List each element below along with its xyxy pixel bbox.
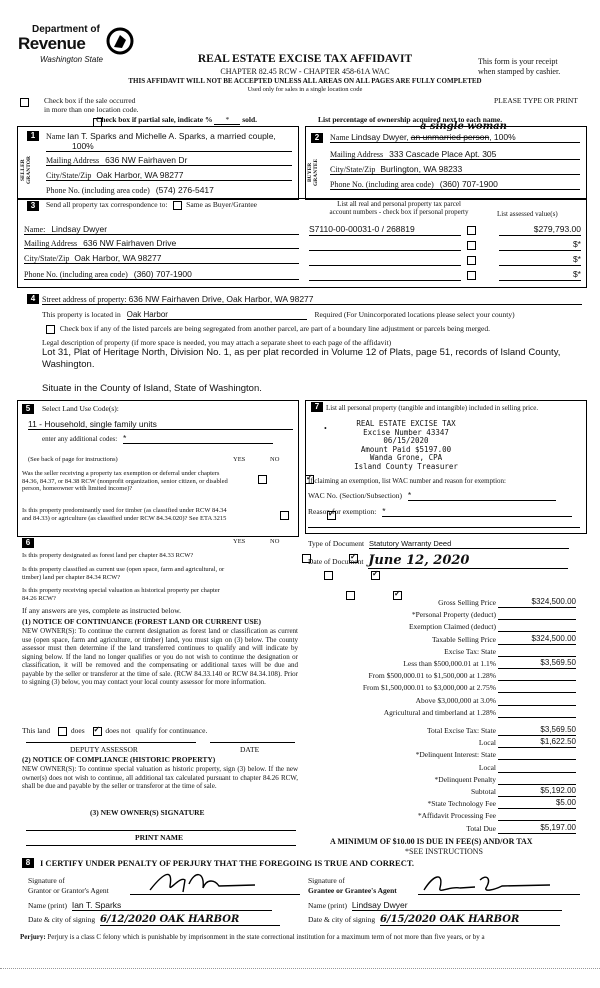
does-not-checkbox[interactable] — [93, 727, 102, 736]
parcel-header-2: account numbers - check box if personal property — [329, 208, 469, 216]
doc-type-label: Type of Document — [308, 539, 365, 548]
s5-no-header: NO — [270, 456, 280, 463]
segregated-checkbox[interactable] — [46, 325, 55, 334]
correspondence-header-row — [46, 200, 257, 210]
does-not-label: does not — [105, 726, 131, 735]
s5-q2-yes-checkbox[interactable] — [280, 511, 289, 520]
s6-question-2: Is this property classified as current use (open space, farm and agricultural, or timber) land per chapter 84.34 RCW? — [22, 566, 225, 581]
seller-percent[interactable]: 100% — [72, 141, 94, 151]
grantor-print-label: Name (print) — [28, 901, 67, 910]
s5-q1-yes-checkbox[interactable] — [258, 475, 267, 484]
notice-1-title: (1) NOTICE OF CONTINUANCE (FOREST LAND OR CURRENT USE) — [22, 617, 262, 626]
corr-phone-field[interactable]: (360) 707-1900 — [133, 269, 192, 279]
fee-value[interactable] — [498, 707, 576, 718]
perjury-text: Perjury is a class C felony which is punishable by imprisonment in the state correctional institution for a maximum term of not more than five years, or by a — [47, 933, 485, 941]
parcel-row — [309, 224, 581, 236]
buyer-name-field[interactable]: Lindsay Dwyer, — [351, 132, 409, 142]
correspondence-header: Send all property tax correspondence to: — [46, 200, 168, 209]
corr-name-label: Name: — [24, 225, 46, 234]
reason-label: Reason for exemption: — [308, 507, 377, 516]
legal-description[interactable]: Lot 31, Plat of Heritage North, Division No. 1, as per plat recorded in Volume 12 of Plats, page 51, records of Island County, Washington. — [42, 347, 561, 370]
fee-label: Less than $500,000.01 at 1.1% — [403, 659, 496, 668]
doc-date-label: Date of Document — [308, 557, 364, 566]
street-address-label: Street address of property: — [42, 295, 127, 304]
parcel-row — [309, 254, 581, 266]
reason-field[interactable]: * — [382, 506, 572, 517]
fee-value[interactable]: $324,500.00 — [498, 634, 576, 645]
corr-mailing-field[interactable]: 636 NW Fairhaven Drive — [83, 238, 177, 248]
s6-yes-header: YES — [233, 538, 246, 545]
stamp-line-6: Island County Treasurer — [354, 461, 458, 471]
doc-date-field[interactable]: June 12, 2020 — [368, 553, 568, 569]
same-as-buyer-label: Same as Buyer/Grantee — [186, 200, 257, 209]
logo-line-3: Washington State — [40, 55, 104, 64]
new-owner-signature-label: (3) NEW OWNER(S) SIGNATURE — [90, 808, 205, 817]
grantee-signature[interactable] — [420, 870, 560, 896]
parcel-row — [309, 239, 581, 251]
multi-location-text-2: in more than one location code. — [44, 105, 139, 114]
buyer-city-label: City/State/Zip — [330, 165, 376, 174]
grantee-signature-line — [418, 894, 580, 895]
deputy-date-line — [210, 742, 295, 743]
fee-value[interactable]: $5,192.00 — [498, 786, 576, 797]
section-5-number: 5 — [22, 404, 34, 414]
buyer-struck-text: an unmarried person — [410, 132, 490, 142]
seller-side-label: SELLER GRANTOR — [20, 156, 32, 185]
stamp-line-4: Amount Paid $5197.00 — [360, 444, 452, 454]
seller-mailing-field[interactable]: 636 NW Fairhaven Dr — [105, 155, 188, 165]
parcel-header — [309, 200, 489, 216]
buyer-phone-field[interactable]: (360) 707-1900 — [439, 179, 498, 189]
grantor-date-label: Date & city of signing — [28, 915, 96, 924]
buyer-handwritten-insert: a single woman — [420, 121, 507, 132]
receipt-note-2: when stamped by cashier. — [478, 67, 561, 76]
located-field[interactable]: Oak Harbor — [127, 310, 307, 320]
doc-type-row — [308, 539, 580, 549]
wac-row — [308, 490, 580, 501]
grantor-signature[interactable] — [145, 866, 265, 896]
section-2-number: 2 — [311, 133, 323, 143]
section-8-number: 8 — [22, 858, 34, 868]
qualify-label: qualify for continuance. — [135, 726, 208, 735]
seller-name-underline — [46, 151, 292, 152]
dor-logo — [18, 22, 136, 72]
section-4-number: 4 — [27, 294, 39, 304]
print-name-label: PRINT NAME — [135, 833, 183, 842]
corr-phone-label: Phone No. (including area code) — [24, 270, 128, 279]
fee-label: *Delinquent Interest: State — [415, 750, 496, 760]
buyer-city-field[interactable]: Burlington, WA 98233 — [380, 164, 463, 174]
parcel-account[interactable] — [309, 254, 461, 266]
wac-label: WAC No. (Section/Subsection) — [308, 491, 402, 500]
parcel-assessed-value[interactable]: $* — [499, 254, 581, 266]
fee-value[interactable]: $1,622.50 — [498, 737, 576, 748]
fee-value[interactable] — [498, 774, 576, 785]
fee-value[interactable] — [498, 762, 576, 773]
reason-line-2 — [308, 527, 580, 528]
personal-property-checkbox[interactable] — [467, 241, 476, 250]
logo-line-2: Revenue — [18, 34, 86, 53]
buyer-phone-row — [330, 179, 580, 190]
land-use-field[interactable]: 11 - Household, single family units — [28, 419, 293, 430]
section-7-header: List all personal property (tangible and intangible) included in selling price. — [326, 404, 539, 412]
does-label: does — [70, 726, 85, 735]
fee-value[interactable] — [498, 810, 576, 821]
land-use-label: Select Land Use Code(s): — [42, 404, 119, 413]
grantor-sig-label-1: Signature of — [28, 876, 65, 885]
grantor-print-row — [28, 900, 300, 911]
fee-value[interactable]: $5,197.00 — [498, 823, 576, 834]
additional-codes-row — [42, 433, 292, 444]
assessed-header: List assessed value(s) — [497, 210, 558, 218]
same-as-buyer-checkbox[interactable] — [173, 201, 182, 210]
buyer-phone-label: Phone No. (including area code) — [330, 180, 434, 189]
reason-row — [308, 506, 580, 517]
excise-stamp — [326, 420, 486, 471]
seller-mailing-row — [46, 155, 292, 166]
corr-name-row — [24, 224, 299, 235]
grantee-date-label: Date & city of signing — [308, 915, 376, 924]
deputy-date-label: DATE — [240, 745, 260, 754]
fee-value[interactable] — [498, 749, 576, 760]
dor-emblem-icon — [106, 26, 134, 56]
s5-question-1: Was the seller receiving a property tax exemption or deferral under chapters 84.36, 84.37, or 84.38 RCW (nonprofit organization, senior citizen, or disabled person, homeowner with limited income)? — [22, 470, 228, 492]
seller-mailing-label: Mailing Address — [46, 156, 100, 165]
s5-yes-header: YES — [233, 456, 246, 463]
grantor-print-field[interactable]: Ian T. Sparks — [72, 900, 272, 911]
corr-city-row — [24, 253, 299, 264]
corr-city-field[interactable]: Oak Harbor, WA 98277 — [74, 253, 162, 263]
required-note: Required (For Unincorporated locations please select your county) — [314, 310, 515, 319]
buyer-mailing-row — [330, 149, 580, 160]
personal-property-checkbox[interactable] — [467, 271, 476, 280]
seller-name-label: Name — [46, 132, 66, 141]
ownership-header: List percentage of ownership acquired next to each name. — [318, 115, 503, 124]
fee-label: *Personal Property (deduct) — [411, 610, 496, 620]
perjury-label: Perjury: — [20, 933, 46, 941]
seller-phone-field[interactable]: (574) 276-5417 — [155, 185, 214, 195]
fee-label: Taxable Selling Price — [431, 634, 496, 644]
grantee-sig-label-2: Grantee or Grantee's Agent — [308, 886, 397, 895]
fee-label: *Affidavit Processing Fee — [417, 811, 496, 821]
grantee-date-row — [308, 914, 580, 926]
grantor-sig-label-2: Grantor or Grantor's Agent — [28, 886, 109, 895]
seller-name-row — [46, 131, 292, 141]
grantor-signature-line — [130, 894, 300, 895]
form-chapter: CHAPTER 82.45 RCW - CHAPTER 458-61A WAC — [220, 67, 390, 76]
partial-sale-suffix: sold. — [242, 115, 258, 124]
personal-property-checkbox[interactable] — [467, 256, 476, 265]
fee-value[interactable] — [498, 682, 576, 693]
fee-label: Subtotal — [470, 787, 496, 796]
parcel-account[interactable] — [309, 239, 461, 251]
corr-phone-row — [24, 269, 299, 280]
fee-label: Exemption Claimed (deduct) — [408, 622, 496, 632]
s6-q2-yes-checkbox[interactable] — [324, 571, 333, 580]
corr-mailing-row — [24, 238, 299, 249]
receipt-note-1: This form is your receipt — [478, 57, 558, 66]
segregated-row — [46, 324, 586, 334]
section-7-number: 7 — [311, 402, 323, 412]
fee-label: Excise Tax: State — [444, 646, 496, 656]
stamp-line-5: Wanda Grone, CPA — [369, 453, 443, 462]
seller-city-row — [46, 170, 292, 181]
notice-2-title: (2) NOTICE OF COMPLIANCE (HISTORIC PROPERTY) — [22, 755, 216, 764]
partial-sale-prefix: Check box if partial sale, indicate % — [96, 115, 213, 124]
s6-question-3: Is this property receiving special valuation as historical property per chapter 84.26 RCW? — [22, 587, 220, 602]
please-type: PLEASE TYPE OR PRINT — [494, 96, 578, 105]
fee-label: From $1,500,000.01 to $3,000,000 at 2.75% — [362, 683, 496, 693]
section-3-number: 3 — [27, 201, 39, 211]
fee-value[interactable] — [498, 621, 576, 632]
stamp-star: • — [324, 424, 327, 433]
personal-property-checkbox[interactable] — [467, 226, 476, 235]
this-land-label: This land — [22, 726, 51, 735]
street-address-row — [42, 294, 582, 305]
seller-phone-row — [46, 185, 292, 195]
see-back-note: (See back of page for instructions) — [28, 456, 118, 463]
print-name-line — [26, 845, 296, 846]
corr-mailing-label: Mailing Address — [24, 239, 78, 248]
located-row — [42, 310, 582, 320]
stamp-line-1: REAL ESTATE EXCISE TAX — [356, 419, 456, 428]
segregated-text: Check box if any of the listed parcels are being segregated from another parcel, are part of a boundary line adjustment or parcels being merged. — [59, 324, 490, 333]
fee-value[interactable] — [498, 670, 576, 681]
perjury-row — [20, 933, 595, 941]
fee-label: Total Due — [466, 823, 496, 833]
fee-label: Agricultural and timberland at 1.28% — [383, 707, 496, 717]
parcel-assessed-value[interactable]: $279,793.00 — [499, 224, 581, 236]
grantee-sig-label-1: Signature of — [308, 876, 345, 885]
form-warning: THIS AFFIDAVIT WILL NOT BE ACCEPTED UNLESS ALL AREAS ON ALL PAGES ARE FULLY COMPLETED — [128, 77, 482, 85]
continuance-row — [22, 726, 207, 736]
certify-statement: I CERTIFY UNDER PENALTY OF PERJURY THAT THE FOREGOING IS TRUE AND CORRECT. — [40, 858, 415, 868]
doc-date-row — [308, 553, 580, 569]
fee-label: Above $3,000,000 at 3.0% — [415, 695, 496, 705]
multi-location-checkbox[interactable] — [20, 98, 29, 107]
fee-value[interactable] — [498, 646, 576, 657]
buyer-percent[interactable]: , 100% — [489, 132, 516, 142]
grantee-date-field[interactable]: 6/15/2020 OAK HARBOR — [380, 914, 560, 926]
fee-label: *State Technology Fee — [427, 799, 496, 809]
buyer-side-label: BUYER GRANTEE — [307, 158, 319, 186]
corr-city-label: City/State/Zip — [24, 254, 70, 263]
minimum-due: A MINIMUM OF $10.00 IS DUE IN FEE(S) AND/OR TAX — [330, 837, 533, 846]
stamp-line-2: Excise Number 43347 — [363, 427, 449, 437]
fee-value[interactable] — [498, 609, 576, 620]
fee-value[interactable]: $3,569.50 — [498, 725, 576, 736]
parcel-header-1: List all real and personal property tax parcel — [337, 200, 461, 208]
buyer-name-label: Name — [330, 133, 350, 142]
legal-label: Legal description of property (if more space is needed, you may attach a separate sheet to each page of the affidavit) — [42, 338, 392, 347]
stamp-line-3: 06/15/2020 — [383, 436, 429, 445]
parcel-account[interactable] — [309, 269, 461, 281]
does-checkbox[interactable] — [58, 727, 67, 736]
deputy-line — [26, 742, 196, 743]
buyer-city-row — [330, 164, 580, 175]
buyer-name-row — [330, 132, 580, 143]
s6-no-header: NO — [270, 538, 280, 545]
grantor-date-field[interactable]: 6/12/2020 OAK HARBOR — [100, 914, 280, 926]
fee-value[interactable]: $324,500.00 — [498, 597, 576, 608]
parcel-account[interactable]: S7110-00-00031-0 / 268819 — [309, 224, 461, 236]
seller-name-field[interactable]: Ian T. Sparks and Michelle A. Sparks, a married couple, — [67, 131, 276, 141]
additional-codes-field[interactable]: * — [123, 433, 273, 444]
fee-label: *Delinquent Penalty — [434, 774, 496, 784]
corr-name-field[interactable]: Lindsay Dwyer — [51, 224, 108, 234]
multi-location-text-1: Check box if the sale occurred — [44, 96, 136, 105]
form-title: REAL ESTATE EXCISE TAX AFFIDAVIT — [197, 53, 413, 65]
seller-city-label: City/State/Zip — [46, 171, 92, 180]
wac-field[interactable]: * — [408, 490, 556, 501]
fee-label: Total Excise Tax: State — [426, 726, 496, 735]
s6-q2-no-checkbox[interactable] — [371, 571, 380, 580]
located-label: This property is located in — [42, 310, 121, 319]
seller-city-field[interactable]: Oak Harbor, WA 98277 — [96, 170, 184, 180]
grantee-print-label: Name (print) — [308, 901, 347, 910]
street-address-field[interactable]: 636 NW Fairhaven Drive, Oak Harbor, WA 98277 — [128, 294, 314, 304]
partial-sale-row — [96, 115, 257, 125]
notice-2-body: NEW OWNER(S): To continue special valuation as historic property, sign (3) below. If the new owner(s) does not wish to continue, all additional tax calculated pursuant to chapter 84.26 RCW, shall be due and payable by the seller or transferor at the time of sale. — [22, 765, 298, 790]
fee-value[interactable]: $5.00 — [498, 798, 576, 809]
logo-line-1: Department of — [32, 24, 100, 35]
buyer-mailing-field[interactable]: 333 Cascade Place Apt. 305 — [389, 149, 497, 159]
single-location-note: Used only for sales in a single location code — [247, 86, 363, 93]
deputy-assessor-label: DEPUTY ASSESSOR — [70, 745, 138, 754]
section-1-number: 1 — [27, 131, 39, 141]
buyer-mailing-label: Mailing Address — [330, 150, 384, 159]
section-6-number: 6 — [22, 538, 34, 548]
page-divider — [0, 968, 600, 969]
see-instructions: *SEE INSTRUCTIONS — [405, 847, 484, 856]
fee-value[interactable] — [498, 695, 576, 706]
fee-label: Local — [478, 738, 496, 748]
s6-question-1: Is this property designated as forest land per chapter 84.33 RCW? — [22, 552, 194, 559]
seller-phone-label: Phone No. (including area code) — [46, 186, 150, 195]
parcel-row — [309, 269, 581, 281]
parcel-assessed-value[interactable]: $* — [499, 239, 581, 251]
s5-question-2: Is this property predominantly used for timber (as classified under RCW 84.34 and 84.33) or agriculture (as classified under RCW 84.34.020)? See ETA 3215 — [22, 507, 227, 522]
fee-label: From $500,000.01 to $1,500,000 at 1.28% — [368, 671, 496, 681]
fee-label: Local — [478, 762, 496, 772]
grantor-date-row — [28, 914, 300, 926]
new-owner-signature-line — [26, 830, 296, 831]
situate-text[interactable]: Situate in the County of Island, State of Washington. — [42, 383, 262, 394]
grantee-print-row — [308, 900, 580, 911]
grantee-print-field[interactable]: Lindsay Dwyer — [352, 900, 562, 911]
fee-value[interactable]: $3,569.50 — [498, 658, 576, 669]
partial-sale-value[interactable]: * — [214, 115, 240, 125]
grantee-signature-label — [308, 876, 397, 896]
grantor-signature-label — [28, 876, 109, 896]
exemption-label: If claiming an exemption, list WAC number and reason for exemption: — [308, 477, 506, 485]
doc-type-field[interactable]: Statutory Warranty Deed — [369, 539, 569, 549]
if-yes-note: If any answers are yes, complete as instructed below. — [22, 606, 182, 615]
notice-1-body: NEW OWNER(S): To continue the current designation as forest land or classification as current use (open space, farm and agriculture, or timber) land, you must sign on (3) below. The county assessor must then determine if the land transferred continues to qualify and will indicate by signing below. If the land no longer qualifies or you do not wish to continue the designation or classification, it will be removed and the compensating or additional taxes will be due and payable by the seller or transferor at the time of sale. (RCW 84.33.140 or RCW 84.34.108). Prior to signing (3) below, you may contact your local county assessor for more information. — [22, 627, 298, 686]
fee-label: Gross Selling Price — [438, 598, 496, 607]
additional-codes-label: enter any additional codes: — [42, 435, 118, 443]
parcel-assessed-value[interactable]: $* — [499, 269, 581, 281]
